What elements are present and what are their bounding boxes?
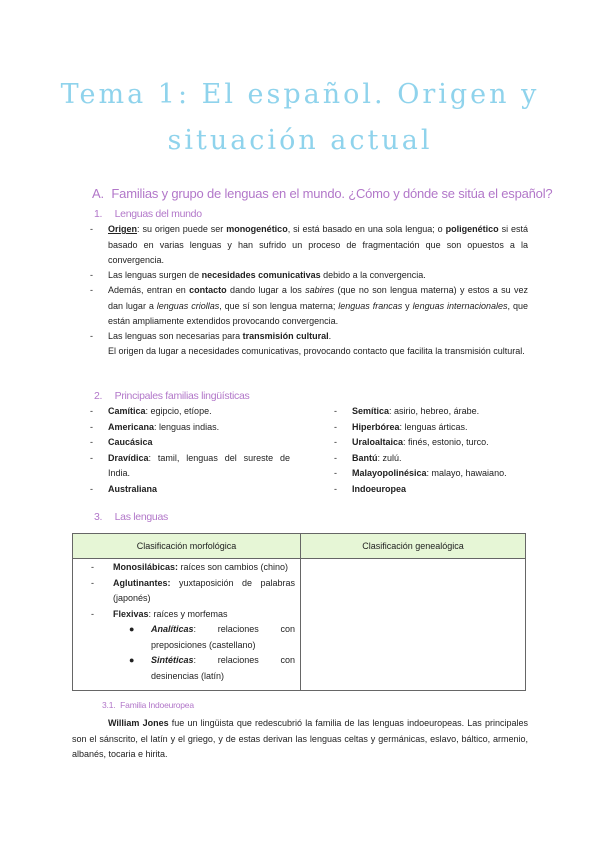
dash-marker: - bbox=[334, 468, 337, 478]
morph-subname: Analíticas bbox=[151, 624, 194, 634]
family-desc: : finés, estonio, turco. bbox=[403, 437, 489, 447]
text-fragment: dando lugar a los bbox=[226, 285, 306, 295]
family-name: Bantú bbox=[352, 452, 378, 463]
family-item bbox=[90, 404, 290, 420]
family-name: Caucásica bbox=[108, 437, 153, 447]
bullet-necesidades bbox=[90, 268, 528, 284]
family-item bbox=[334, 404, 534, 420]
section-a-number: A. bbox=[92, 186, 104, 201]
morph-desc: yuxtaposición de palabras (japonés) bbox=[113, 577, 295, 603]
text-fragment: , si está basado en una sola lengua; o bbox=[287, 224, 446, 234]
family-name: Uraloaltaica bbox=[352, 437, 404, 447]
dash-marker: - bbox=[334, 421, 337, 432]
family-desc: : egipcio, etíope. bbox=[145, 406, 212, 416]
morph-subitem bbox=[129, 653, 295, 684]
text-fragment: y bbox=[402, 300, 413, 311]
morph-name: Aglutinantes: bbox=[113, 577, 171, 588]
families-left-column bbox=[90, 404, 290, 497]
family-desc: : lenguas árticas. bbox=[399, 421, 468, 432]
term-transmision: transmisión cultural bbox=[242, 331, 329, 341]
family-desc: : tamil, lenguas del sureste de India. bbox=[108, 452, 290, 478]
text-fragment: (que no son lengua materna) y estos a su vez dan lugar a bbox=[108, 285, 528, 311]
bullet-origen bbox=[90, 222, 528, 269]
term-francas: lenguas francas bbox=[338, 300, 403, 311]
section-1-heading bbox=[94, 208, 202, 220]
morph-name: Flexivas bbox=[113, 608, 149, 619]
family-item bbox=[334, 482, 534, 498]
section-3-number: 3. bbox=[94, 511, 103, 523]
table-cell-morfologica bbox=[91, 560, 295, 684]
bullet-contacto bbox=[90, 283, 528, 330]
section-3-1-number: 3.1. bbox=[102, 700, 116, 710]
section-3-1-text: Familia Indoeuropea bbox=[120, 700, 194, 710]
section-a-heading bbox=[92, 186, 552, 201]
text-fragment: Además, entran en bbox=[108, 285, 190, 295]
morph-desc: raíces son cambios (chino) bbox=[178, 562, 289, 572]
morph-subitem bbox=[129, 622, 295, 653]
term-sabires: sabires bbox=[305, 285, 335, 295]
dash-marker: - bbox=[334, 406, 337, 416]
term-criollas: lenguas criollas bbox=[156, 300, 220, 311]
family-name: Malayopolinésica bbox=[352, 468, 427, 478]
morph-subdesc: : relaciones con preposiciones (castellano) bbox=[151, 624, 295, 650]
bullet-dot: ● bbox=[129, 655, 135, 665]
term-necesidades: necesidades comunicativas bbox=[201, 270, 321, 280]
term-origen: Origen bbox=[108, 224, 138, 234]
text-fragment: , que están ampliamente extendidos provocando convergencia. bbox=[108, 300, 528, 326]
section-1-text: Lenguas del mundo bbox=[114, 208, 202, 220]
section-1-number: 1. bbox=[94, 208, 103, 220]
origin-paragraph: El origen da lugar a necesidades comunicativas, provocando contacto que facilita la transmisión cultural. bbox=[108, 346, 525, 356]
dash-marker: - bbox=[334, 452, 337, 463]
dash-marker: - bbox=[91, 608, 94, 619]
section-a-text: Familias y grupo de lenguas en el mundo. ¿Cómo y dónde se sitúa el español? bbox=[111, 186, 553, 201]
family-item bbox=[334, 435, 534, 451]
classification-table bbox=[72, 533, 526, 691]
text-fragment: si está basado en varias lenguas y han sufrido un proceso de fragmentación que son opuestos a la convergencia. bbox=[108, 224, 528, 265]
dash-marker: - bbox=[90, 270, 93, 280]
text-fragment: , que sí son lengua materna; bbox=[219, 300, 339, 311]
morph-item bbox=[91, 607, 295, 623]
indoeuropea-paragraph bbox=[72, 716, 528, 763]
family-desc: : zulú. bbox=[377, 452, 402, 463]
dash-marker: - bbox=[90, 331, 93, 341]
section-2-heading bbox=[94, 390, 249, 402]
dash-marker: - bbox=[90, 437, 93, 447]
dash-marker: - bbox=[90, 285, 93, 295]
family-name: Indoeuropea bbox=[352, 483, 407, 494]
text-fragment: fue un lingüista que redescubrió la familia de las lenguas indoeuropeas. Las principales son el sánscrito, el latín y el griego, y de estas derivan las lenguas celtas y germánicas, eslavo, báltico, armenio, albanés, tocaria e hirita. bbox=[72, 718, 528, 759]
family-desc: : malayo, hawaiano. bbox=[426, 468, 507, 478]
morph-item bbox=[91, 576, 295, 607]
text-fragment: Las lenguas son necesarias para bbox=[108, 331, 243, 341]
section-3-text: Las lenguas bbox=[114, 511, 168, 523]
term-william-jones: William Jones bbox=[108, 718, 169, 728]
text-fragment: debido a la convergencia. bbox=[320, 270, 426, 280]
morph-desc: : raíces y morfemas bbox=[148, 608, 228, 619]
family-item bbox=[90, 420, 290, 436]
family-item bbox=[90, 451, 290, 482]
morph-subname: Sintéticas bbox=[151, 655, 194, 665]
term-internacionales: lenguas internacionales bbox=[412, 300, 508, 311]
family-name: Semítica bbox=[352, 406, 390, 416]
family-name: Hiperbórea bbox=[352, 421, 400, 432]
family-item bbox=[334, 451, 534, 467]
document-title: Tema 1: El español. Origen y situación actual bbox=[60, 79, 540, 156]
morph-item bbox=[91, 560, 295, 576]
family-name: Camítica bbox=[108, 406, 146, 416]
family-item bbox=[90, 482, 290, 498]
family-item bbox=[334, 466, 534, 482]
dash-marker: - bbox=[90, 421, 93, 432]
families-right-column bbox=[334, 404, 534, 497]
dash-marker: - bbox=[90, 452, 93, 463]
section-2-number: 2. bbox=[94, 390, 103, 402]
bullet-dot: ● bbox=[129, 624, 135, 634]
section-2-text: Principales familias lingüísticas bbox=[114, 390, 250, 402]
bullet-transmision bbox=[90, 329, 528, 345]
dash-marker: - bbox=[334, 437, 337, 447]
dash-marker: - bbox=[91, 577, 94, 588]
table-divider bbox=[300, 534, 301, 690]
family-name: Americana bbox=[108, 421, 155, 432]
dash-marker: - bbox=[91, 562, 94, 572]
morph-subdesc: : relaciones con desinencias (latín) bbox=[151, 655, 295, 681]
dash-marker: - bbox=[334, 483, 337, 494]
family-desc: : lenguas indias. bbox=[154, 421, 220, 432]
family-name: Dravídica bbox=[108, 452, 149, 463]
text-fragment: Las lenguas surgen de bbox=[108, 270, 202, 280]
dash-marker: - bbox=[90, 406, 93, 416]
table-header-genealogica: Clasificación genealógica bbox=[301, 534, 525, 559]
family-desc: : asirio, hebreo, árabe. bbox=[389, 406, 480, 416]
dash-marker: - bbox=[90, 483, 93, 494]
dash-marker: - bbox=[90, 224, 93, 234]
term-contacto: contacto bbox=[189, 285, 227, 295]
morph-name: Monosilábicas: bbox=[113, 562, 179, 572]
section-3-heading bbox=[94, 511, 168, 523]
text-fragment: : su origen puede ser bbox=[137, 224, 227, 234]
family-item bbox=[90, 435, 290, 451]
table-header-morfologica: Clasificación morfológica bbox=[73, 534, 300, 559]
term-monogenetico: monogenético bbox=[226, 224, 288, 234]
text-fragment: . bbox=[328, 331, 332, 341]
family-item bbox=[334, 420, 534, 436]
section-3-1-heading bbox=[102, 700, 194, 710]
family-name: Australiana bbox=[108, 483, 158, 494]
term-poligenetico: poligenético bbox=[445, 224, 499, 234]
